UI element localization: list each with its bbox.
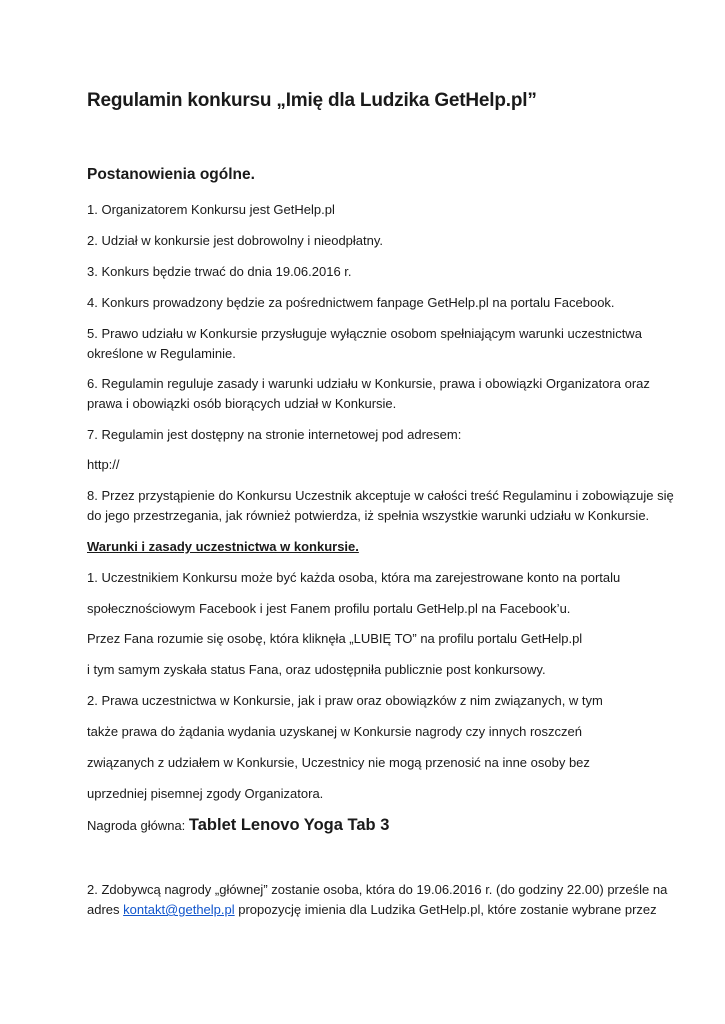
document-title: Regulamin konkursu „Imię dla Ludzika GetHelp.pl”: [87, 90, 537, 111]
prize-label: Nagroda główna:: [87, 818, 189, 833]
paragraph-6-line-1: 6. Regulamin reguluje zasady i warunki udziału w Konkursie, prawa i obowiązki Organizatora oraz: [87, 376, 650, 391]
paragraph-7-url: http://: [87, 457, 120, 472]
paragraph-8-line-1: 8. Przez przystąpienie do Konkursu Uczestnik akceptuje w całości treść Regulaminu i zobowiązuje się: [87, 488, 674, 503]
section-heading-general: Postanowienia ogólne.: [87, 166, 255, 183]
winner-line-2-suffix: propozycję imienia dla Ludzika GetHelp.pl, które zostanie wybrane przez: [234, 902, 657, 917]
paragraph-8-line-2: do jego przestrzegania, jak również potwierdza, iż spełnia wszystkie warunki udziału w Konkursie.: [87, 508, 650, 523]
winner-line-1: 2. Zdobywcą nagrody „głównej” zostanie osoba, która do 19.06.2016 r. (do godziny 22.00) prześle na: [87, 882, 668, 897]
paragraph-2: 2. Udział w konkursie jest dobrowolny i nieodpłatny.: [87, 233, 384, 248]
winner-line-2-prefix: adres: [87, 902, 124, 917]
paragraph-4: 4. Konkurs prowadzony będzie za pośrednictwem fanpage GetHelp.pl na portalu Facebook.: [87, 295, 615, 310]
prize-value: Tablet Lenovo Yoga Tab 3: [188, 816, 390, 834]
paragraph-6-line-2: prawa i obowiązki osób biorących udział w Konkursie.: [87, 396, 397, 411]
conditions-line-2: społecznościowym Facebook i jest Fanem profilu portalu GetHelp.pl na Facebook’u.: [87, 601, 571, 616]
conditions-line-6: także prawa do żądania wydania uzyskanej w Konkursie nagrody czy innych roszczeń: [87, 724, 582, 739]
conditions-line-5: 2. Prawa uczestnictwa w Konkursie, jak i praw oraz obowiązków z nim związanych, w tym: [87, 693, 603, 708]
prize-line: [87, 816, 389, 835]
conditions-line-1: 1. Uczestnikiem Konkursu może być każda osoba, która ma zarejestrowane konto na portalu: [87, 570, 621, 585]
contact-email-link[interactable]: kontakt@gethelp.pl: [123, 902, 235, 917]
paragraph-1: 1. Organizatorem Konkursu jest GetHelp.pl: [87, 202, 335, 217]
paragraph-5-line-2: określone w Regulaminie.: [87, 346, 236, 361]
paragraph-5-line-1: 5. Prawo udziału w Konkursie przysługuje wyłącznie osobom spełniającym warunki uczestnictwa: [87, 326, 642, 341]
paragraph-7: 7. Regulamin jest dostępny na stronie internetowej pod adresem:: [87, 427, 462, 442]
section-heading-conditions: Warunki i zasady uczestnictwa w konkursie.: [87, 539, 359, 554]
conditions-line-7: związanych z udziałem w Konkursie, Uczestnicy nie mogą przenosić na inne osoby bez: [87, 755, 590, 770]
winner-line-2: [87, 901, 657, 919]
paragraph-3: 3. Konkurs będzie trwać do dnia 19.06.2016 r.: [87, 264, 352, 279]
conditions-line-8: uprzedniej pisemnej zgody Organizatora.: [87, 786, 324, 801]
conditions-line-4: i tym samym zyskała status Fana, oraz udostępniła publicznie post konkursowy.: [87, 662, 546, 677]
conditions-line-3: Przez Fana rozumie się osobę, która kliknęła „LUBIĘ TO” na profilu portalu GetHelp.pl: [87, 631, 583, 646]
